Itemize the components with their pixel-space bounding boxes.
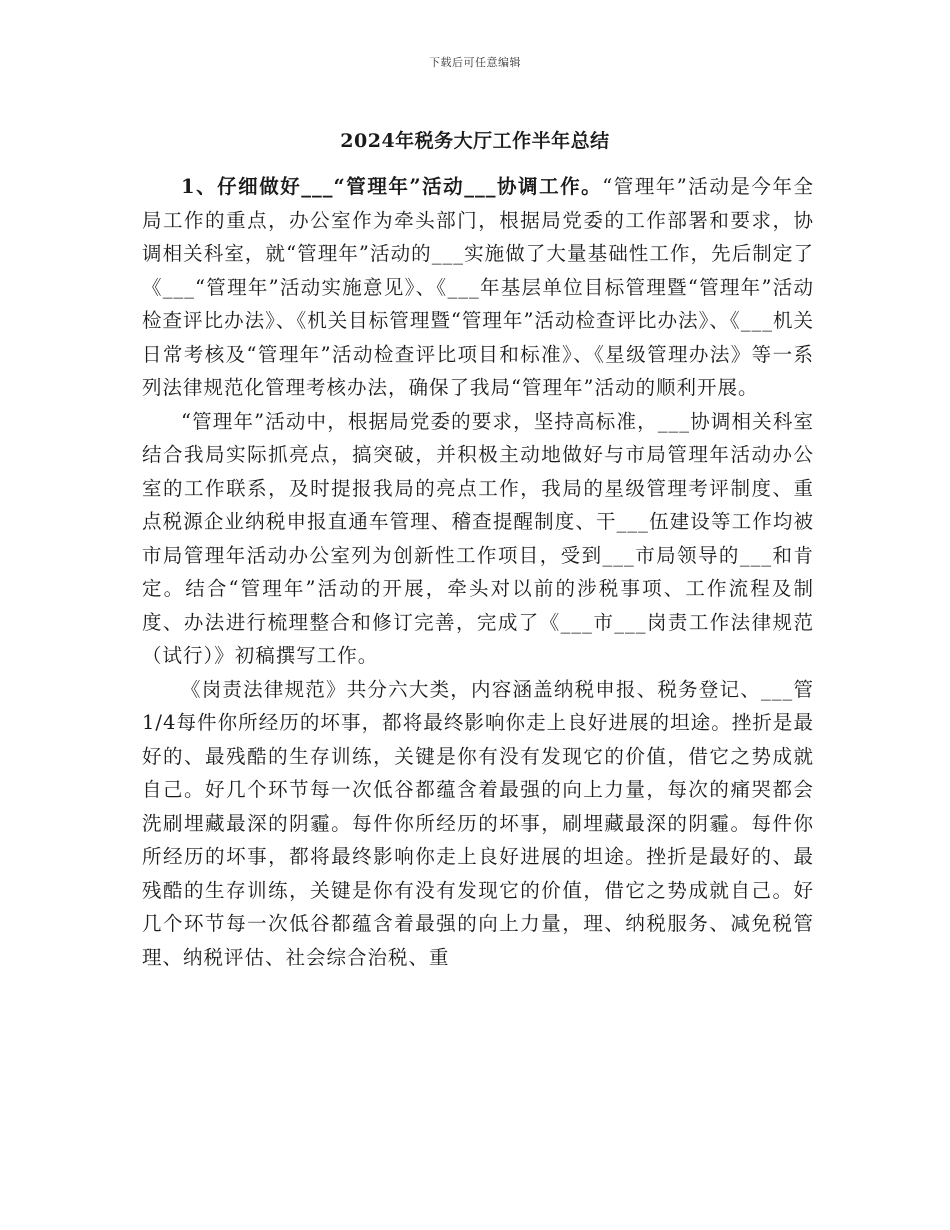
document-title: 2024年税务大厅工作半年总结	[340, 130, 610, 152]
paragraph-3	[142, 673, 814, 975]
header-note: 下载后可任意编辑	[429, 56, 521, 69]
paragraph-text: 《岗责法律规范》共分六大类，内容涵盖纳税申报、税务登记、___管1/4每件你所经历的坏事，都将最终影响你走上良好进展的坦途。挫折是最好的、最残酷的生存训练，关键是你有没有发现它的价值，借它之势成就自己。好几个环节每一次低谷都蕴含着最强的向上力量，每次的痛哭都会洗刷埋藏最深的阴霾。每件你所经历的坏事，刷埋藏最深的阴霾。每件你所经历的坏事，都将最终影响你走上良好进展的坦途。挫折是最好的、最残酷的生存训练，关键是你有没有发现它的价值，借它之势成就自己。好几个环节每一次低谷都蕴含着最强的向上力量，理、纳税服务、减免税管理、纳税评估、社会综合治税、重	[142, 677, 814, 969]
paragraph-text: “管理年”活动是今年全局工作的重点，办公室作为牵头部门，根据局党委的工作部署和要求，协调相关科室，就“管理年”活动的___实施做了大量基础性工作，先后制定了《___“管理年”活动实施意见》、《___年基层单位目标管理暨“管理年”活动检查评比办法》、《机关目标管理暨“管理年”活动检查评比办法》、《___机关日常考核及“管理年”活动检查评比项目和标准》、《星级管理办法》等一系列法律规范化管理考核办法，确保了我局“管理年”活动的顺利开展。	[142, 175, 814, 399]
paragraph-1	[142, 170, 814, 405]
document-body	[142, 170, 814, 974]
paragraph-text: “管理年”活动中，根据局党委的要求，坚持高标准，___协调相关科室结合我局实际抓亮点，搞突破，并积极主动地做好与市局管理年活动办公室的工作联系，及时提报我局的亮点工作，我局的星级管理考评制度、重点税源企业纳税申报直通车管理、稽查提醒制度、干___伍建设等工作均被市局管理年活动办公室列为创新性工作项目，受到___市局领导的___和肯定。结合“管理年”活动的开展，牵头对以前的涉税事项、工作流程及制度、办法进行梳理整合和修订完善，完成了《___市___岗责工作法律规范（试行）》初稿撰写工作。	[142, 409, 814, 667]
paragraph-2	[142, 405, 814, 673]
paragraph-lead: 1、仔细做好___“管理年”活动___协调工作。	[181, 175, 603, 198]
